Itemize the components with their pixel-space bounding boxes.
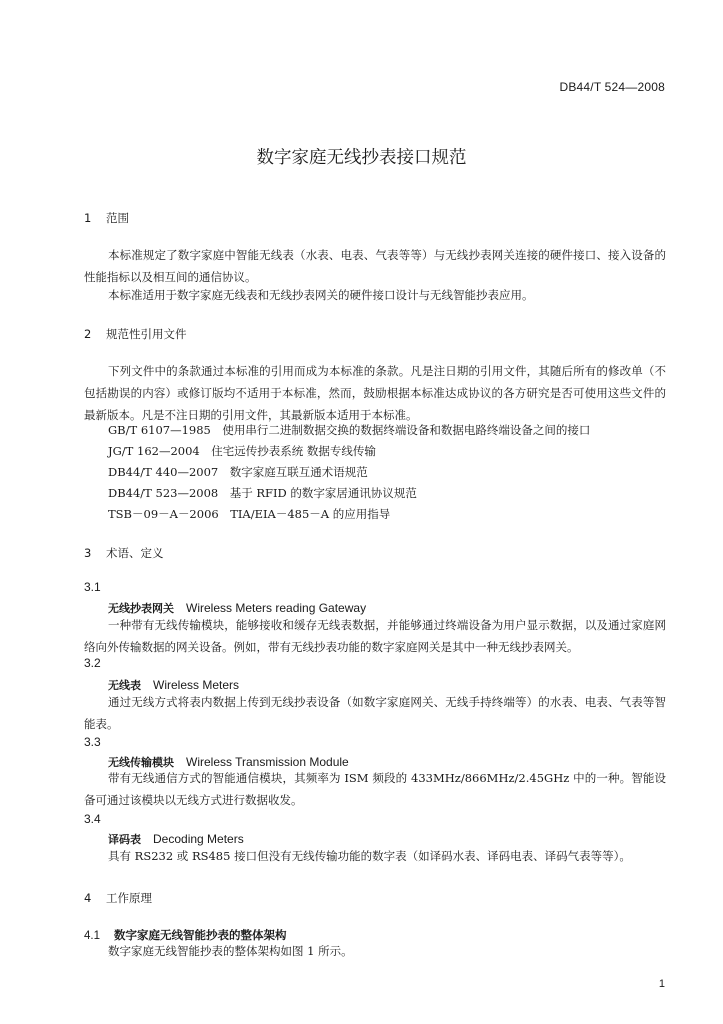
- paragraph: 数字家庭无线智能抄表的整体架构如图 1 所示。: [108, 944, 353, 958]
- paragraph: 下列文件中的条款通过本标准的引用而成为本标准的条款。凡是注日期的引用文件，其随后所有的修改单（不包括勘误的内容）或修订版均不适用于本标准，然而，鼓励根据本标准达成协议的各方研究是否可使用这些文件的最新版本。凡是不注日期的引用文件，其最新版本适用于本标准。: [84, 364, 666, 422]
- subsection-title: 数字家庭无线智能抄表的整体架构: [114, 928, 287, 942]
- subsection-number: 4.1: [84, 930, 100, 942]
- section-title: 规范性引用文件: [106, 327, 187, 341]
- reference-item: GB/T 6107—1985 使用串行二进制数据交换的数据终端设备和数据电路终端设备之间的接口: [108, 423, 591, 437]
- term-chinese: 无线表: [108, 679, 141, 692]
- term-definition: 具有 RS232 或 RS485 接口但没有无线传输功能的数字表（如译码水表、译码电表、译码气表等等）。: [108, 849, 631, 863]
- term-chinese: 译码表: [108, 833, 141, 846]
- page-number: 1: [658, 978, 665, 990]
- term-english: Wireless Transmission Module: [186, 755, 349, 769]
- term-definition: 一种带有无线传输模块，能够接收和缓存无线表数据，并能够通过终端设备为用户显示数据，以及通过家庭网络向外传输数据的网关设备。例如，带有无线抄表功能的数字家庭网关是其中一种无线抄表网关。: [84, 618, 666, 654]
- reference-item: DB44/T 440—2007 数字家庭互联互通术语规范: [108, 465, 368, 479]
- section-number: 1: [84, 211, 92, 225]
- clause-number: 3.2: [84, 656, 101, 670]
- term-definition: 通过无线方式将表内数据上传到无线抄表设备（如数字家庭网关、无线手持终端等）的水表、电表、气表等智能表。: [84, 695, 666, 731]
- clause-number: 3.4: [84, 812, 101, 826]
- section-heading-normative-references: [84, 326, 187, 342]
- term-english: Wireless Meters reading Gateway: [186, 601, 367, 615]
- section-title: 术语、定义: [106, 546, 164, 560]
- section-title: 工作原理: [106, 891, 152, 905]
- section-heading-scope: [84, 210, 129, 226]
- term-chinese: 无线传输模块: [108, 756, 174, 769]
- section-number: 4: [84, 891, 92, 905]
- reference-item: JG/T 162—2004 住宅远传抄表系统 数据专线传输: [108, 444, 376, 458]
- document-title: 数字家庭无线抄表接口规范: [256, 148, 467, 168]
- reference-item: DB44/T 523—2008 基于 RFID 的数字家居通讯协议规范: [108, 486, 417, 500]
- section-number: 3: [84, 546, 92, 560]
- clause-number: 3.1: [84, 580, 101, 594]
- paragraph: 本标准规定了数字家庭中智能无线表（水表、电表、气表等等）与无线抄表网关连接的硬件接口、接入设备的性能指标以及相互间的通信协议。: [84, 248, 666, 284]
- standard-number: DB44/T 524—2008: [559, 80, 665, 94]
- section-heading-terms: [84, 545, 164, 561]
- term-english: Decoding Meters: [153, 832, 244, 846]
- term-chinese: 无线抄表网关: [108, 602, 174, 615]
- paragraph: 本标准适用于数字家庭无线表和无线抄表网关的硬件接口设计与无线智能抄表应用。: [108, 288, 534, 302]
- term-english: Wireless Meters: [153, 678, 240, 692]
- section-number: 2: [84, 327, 92, 341]
- term-definition: 带有无线通信方式的智能通信模块，其频率为 ISM 频段的 433MHz/866MHz/2.45GHz 中的一种。智能设备可通过该模块以无线方式进行数据收发。: [84, 771, 666, 807]
- clause-number: 3.3: [84, 735, 101, 749]
- section-heading-working-principle: [84, 890, 152, 906]
- section-title: 范围: [106, 211, 129, 225]
- reference-item: TSB－09－A－2006 TIA/EIA－485－A 的应用指导: [108, 507, 391, 521]
